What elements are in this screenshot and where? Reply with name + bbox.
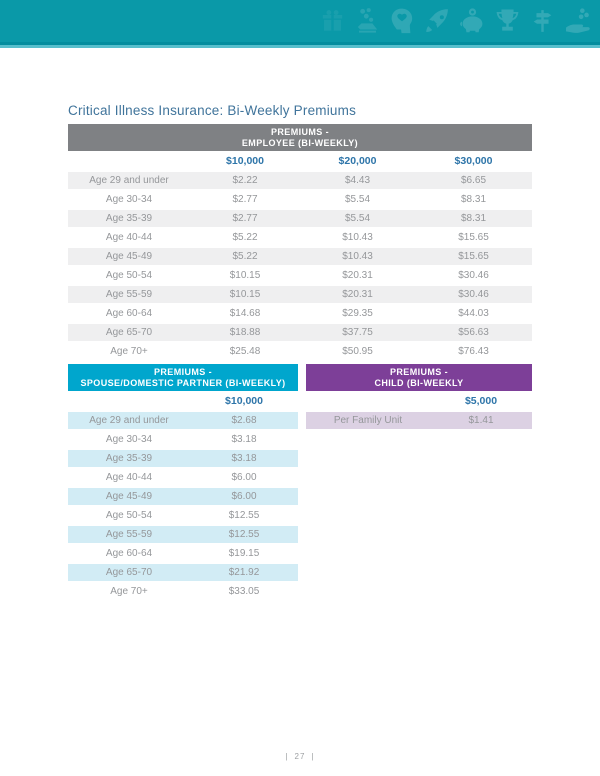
page-title: Critical Illness Insurance: Bi-Weekly Premiums — [68, 103, 357, 118]
spouse-amount-header-row — [68, 391, 298, 410]
premium-value: $4.43 — [300, 170, 415, 189]
band-divider-light — [0, 45, 600, 48]
premium-value: $25.48 — [190, 341, 300, 360]
amount-column-header: $5,000 — [464, 394, 498, 407]
row-label: Age 55-59 — [68, 284, 190, 303]
premium-value: $15.65 — [415, 227, 532, 246]
table-row — [68, 341, 532, 360]
premium-value: $15.65 — [415, 246, 532, 265]
row-label: Age 45-49 — [68, 246, 190, 265]
row-label: Age 50-54 — [68, 265, 190, 284]
table-row — [68, 467, 298, 486]
premium-value: $1.41 — [430, 410, 532, 429]
premium-value: $14.68 — [190, 303, 300, 322]
premium-value: $30.46 — [415, 265, 532, 284]
child-header-line2: CHILD (BI-WEEKLY — [374, 377, 464, 388]
table-row — [68, 429, 298, 448]
signpost-icon — [528, 5, 557, 37]
row-label: Age 70+ — [68, 341, 190, 360]
child-table-header — [306, 364, 532, 391]
premium-value: $19.15 — [190, 543, 298, 562]
table-row — [68, 227, 532, 246]
table-row — [68, 486, 298, 505]
premium-value: $37.75 — [300, 322, 415, 341]
amount-column-header: $10,000 — [226, 154, 264, 167]
table-row — [68, 303, 532, 322]
premium-value: $21.92 — [190, 562, 298, 581]
premium-value: $6.00 — [190, 467, 298, 486]
premium-value: $30.46 — [415, 284, 532, 303]
table-row — [68, 208, 532, 227]
premium-value: $6.00 — [190, 486, 298, 505]
employee-header-line2: EMPLOYEE (BI-WEEKLY) — [241, 137, 359, 148]
premium-value: $76.43 — [415, 341, 532, 360]
premium-value: $10.15 — [190, 265, 300, 284]
page-footer — [0, 752, 600, 761]
table-row — [68, 246, 532, 265]
amount-column-header: $20,000 — [338, 154, 377, 167]
premium-value: $10.43 — [300, 246, 415, 265]
premium-value: $29.35 — [300, 303, 415, 322]
row-label: Age 70+ — [68, 581, 190, 600]
premium-value: $8.31 — [415, 208, 532, 227]
premium-value: $5.22 — [190, 227, 300, 246]
premium-value: $2.77 — [190, 208, 300, 227]
gift-icon — [318, 5, 347, 37]
premium-value: $2.68 — [190, 410, 298, 429]
premium-value: $20.31 — [300, 265, 415, 284]
coins-drop-icon — [353, 5, 382, 37]
hand-coins-icon — [563, 5, 592, 37]
premium-value: $10.43 — [300, 227, 415, 246]
employee-premiums-table — [68, 151, 532, 360]
header-band — [0, 0, 600, 42]
row-label: Age 65-70 — [68, 562, 190, 581]
table-row — [68, 284, 532, 303]
row-label: Age 50-54 — [68, 505, 190, 524]
amount-column-header: $30,000 — [454, 154, 493, 167]
row-label: Age 29 and under — [68, 410, 190, 429]
spouse-header-line2: SPOUSE/DOMESTIC PARTNER (BI-WEEKLY) — [80, 377, 286, 388]
head-heart-icon — [388, 5, 417, 37]
row-label: Age 29 and under — [68, 170, 190, 189]
spouse-premiums-table — [68, 391, 298, 600]
premium-value: $56.63 — [415, 322, 532, 341]
premium-value: $5.54 — [300, 208, 415, 227]
row-label: Age 65-70 — [68, 322, 190, 341]
premium-value: $20.31 — [300, 284, 415, 303]
child-amount-header-row — [306, 391, 532, 410]
premium-value: $8.31 — [415, 189, 532, 208]
row-label: Age 35-39 — [68, 448, 190, 467]
piggy-bank-icon — [458, 5, 487, 37]
child-header-line1: PREMIUMS - — [390, 366, 448, 377]
premium-value: $12.55 — [190, 505, 298, 524]
footer-bar: | — [285, 752, 289, 761]
row-label: Per Family Unit — [306, 410, 430, 429]
premium-value: $2.22 — [190, 170, 300, 189]
spouse-header-line1: PREMIUMS - — [154, 366, 212, 377]
row-label: Age 30-34 — [68, 429, 190, 448]
header-icon-row — [318, 5, 592, 37]
premium-value: $5.54 — [300, 189, 415, 208]
child-section — [306, 364, 532, 429]
rocket-icon — [423, 5, 452, 37]
row-label: Age 60-64 — [68, 543, 190, 562]
child-premiums-table — [306, 391, 532, 429]
row-label: Age 30-34 — [68, 189, 190, 208]
premium-value: $44.03 — [415, 303, 532, 322]
table-row — [68, 265, 532, 284]
spouse-table-header — [68, 364, 298, 391]
premium-value: $3.18 — [190, 429, 298, 448]
employee-table-header — [68, 124, 532, 151]
page-number: 27 — [294, 752, 306, 761]
table-row — [68, 448, 298, 467]
premium-value: $10.15 — [190, 284, 300, 303]
empty-cell — [68, 151, 190, 170]
table-row — [68, 170, 532, 189]
trophy-icon — [493, 5, 522, 37]
premium-value: $18.88 — [190, 322, 300, 341]
table-row — [68, 543, 298, 562]
row-label: Age 40-44 — [68, 227, 190, 246]
premium-value: $3.18 — [190, 448, 298, 467]
premium-value: $33.05 — [190, 581, 298, 600]
empty-cell — [306, 391, 430, 410]
table-row — [68, 189, 532, 208]
amount-column-header: $10,000 — [225, 394, 263, 407]
table-row — [68, 524, 298, 543]
row-label: Age 55-59 — [68, 524, 190, 543]
spouse-section — [68, 364, 298, 600]
employee-amount-header-row — [68, 151, 532, 170]
premium-value: $12.55 — [190, 524, 298, 543]
empty-cell — [68, 391, 190, 410]
employee-header-line1: PREMIUMS - — [271, 126, 329, 137]
row-label: Age 60-64 — [68, 303, 190, 322]
row-label: Age 35-39 — [68, 208, 190, 227]
premium-value: $2.77 — [190, 189, 300, 208]
table-row — [68, 581, 298, 600]
table-row — [68, 322, 532, 341]
premium-value: $5.22 — [190, 246, 300, 265]
row-label: Age 40-44 — [68, 467, 190, 486]
footer-bar: | — [311, 752, 315, 761]
premium-value: $6.65 — [415, 170, 532, 189]
table-row — [68, 562, 298, 581]
table-row — [68, 505, 298, 524]
row-label: Age 45-49 — [68, 486, 190, 505]
table-row — [68, 410, 298, 429]
premium-value: $50.95 — [300, 341, 415, 360]
table-row — [306, 410, 532, 429]
